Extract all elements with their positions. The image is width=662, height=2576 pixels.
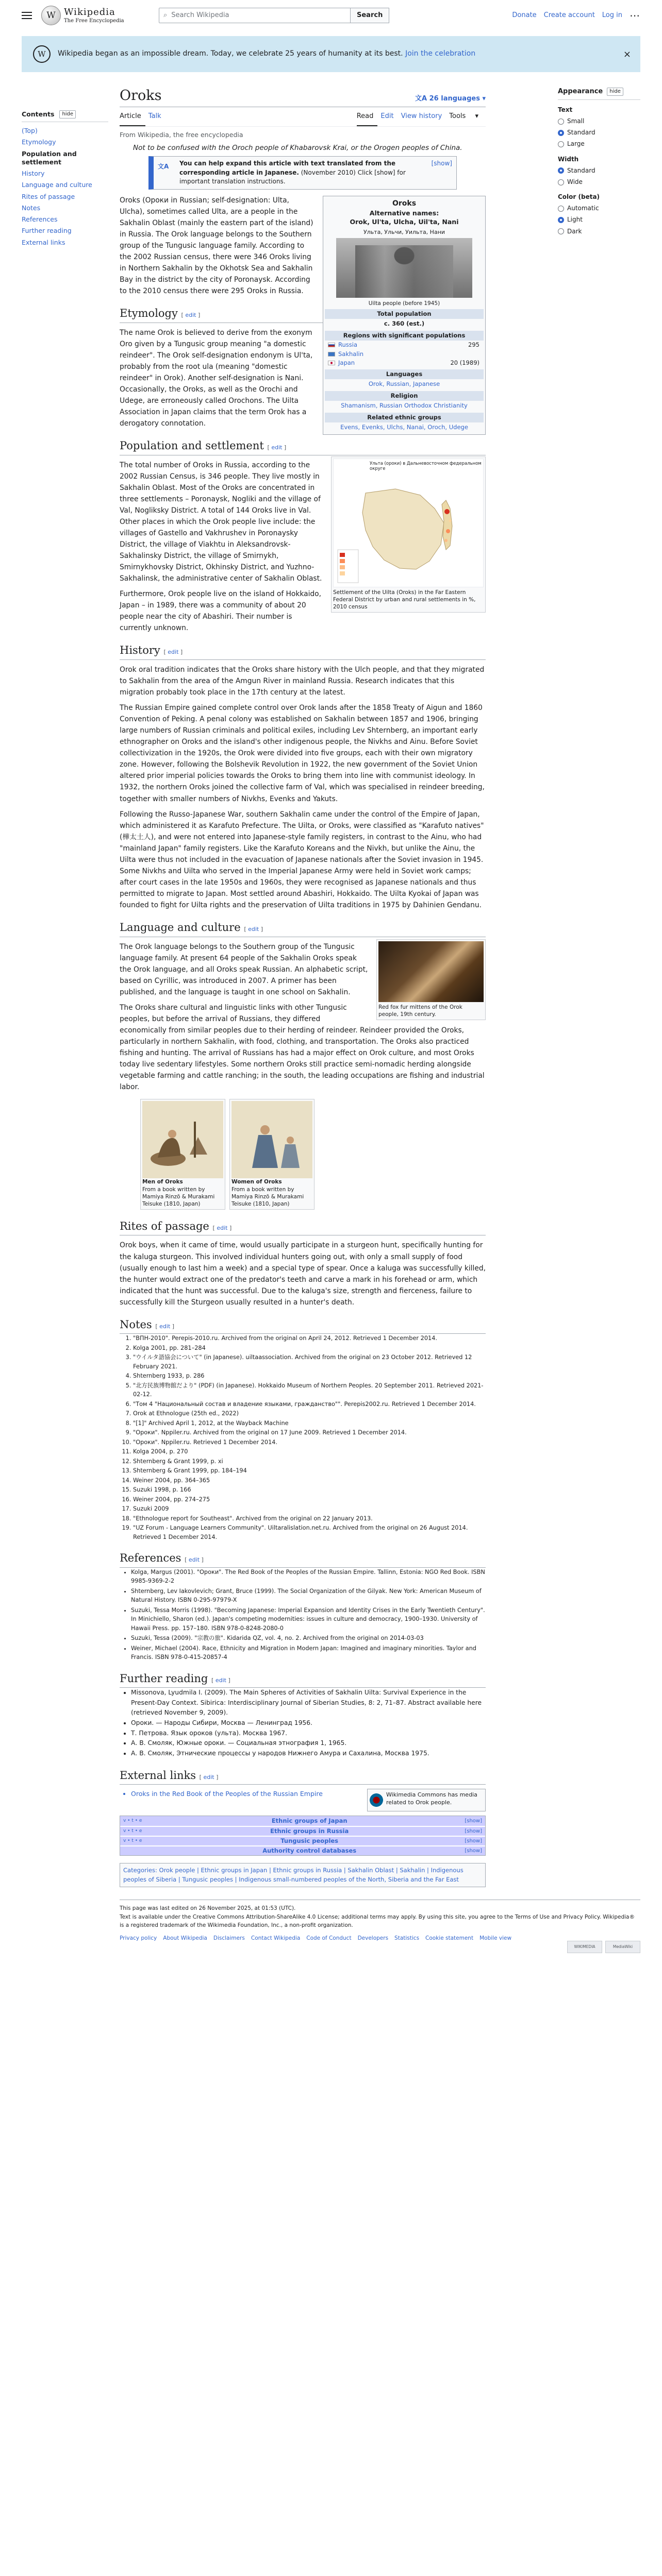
footer-links	[120, 1934, 640, 1943]
infobox-alt-label: Alternative names:	[369, 209, 439, 217]
translate-icon: 文A	[415, 95, 429, 103]
edit-link[interactable]: edit	[168, 649, 179, 656]
total-population-label: Total population	[325, 309, 484, 319]
donate-link[interactable]: Donate	[512, 11, 537, 19]
table-of-contents	[22, 87, 108, 1887]
note-item: 13. Shternberg & Grant 1999, pp. 184–194	[133, 1466, 486, 1476]
edit-link[interactable]: edit	[215, 1676, 226, 1684]
search-form	[159, 8, 389, 23]
gallery	[140, 1099, 486, 1210]
reference-item: • Suzuki, Tessa (2009). "宗教の旅". Kidarida QZ, vol. 4, no. 2. Archived from the original on 2014-03-03	[131, 1634, 486, 1643]
region-row-sakhalin: Sakhalin	[325, 350, 484, 359]
note-item: 11. Kolga 2004, p. 270	[133, 1447, 486, 1456]
banner-cta-link[interactable]: Join the celebration	[405, 49, 476, 58]
further-reading-item: • А. В. Смоляк, Южные ороки. — Социальная этнография 1, 1965.	[131, 1738, 486, 1749]
footer-link[interactable]: Disclaimers	[213, 1935, 245, 1942]
notice-date: (November 2010)	[301, 168, 356, 176]
appearance-hide-button[interactable]: hide	[607, 88, 623, 96]
population-paragraph: The total number of Oroks in Russia, according to the 2002 Russian Census, is 346 people. They live mostly in Sakhalin Oblast. Most of the Oroks are concentrated in three settlements – Poronaysk, Nogliki and the village of Val, Nogliksky District. A total of 144 Oroks live in Val. Other places in which the Orok people live include: the villages of Gastello and Vakhrushev in Poronaysky District, the village of Viakhtu in Aleksandrovsk-Sakhalinsky District, the village of Smirnykh, Smirnykhovsky District, Okhinsky District, and Yuzhno-Sakhalinsk, the administrative center of Sakhalin Oblast.	[120, 461, 322, 583]
note-item: 19. "UZ Forum - Language Learners Community". Uiltaralislation.net.ru. Archived from the original on 26 August 2014. Retrieved 1 December 2014.	[133, 1523, 486, 1541]
width-wide-radio[interactable]: Wide	[558, 177, 640, 187]
site-header	[0, 0, 662, 31]
toc-item-external[interactable]: External links	[22, 238, 65, 246]
settlement-map[interactable]	[333, 459, 484, 587]
footer-link[interactable]: Developers	[357, 1935, 389, 1942]
tagline: The Free Encyclopedia	[64, 18, 124, 24]
navbox-ethnic-russia[interactable]: v • t • e Ethnic groups in Russia [show]	[120, 1826, 485, 1836]
language-paragraph-2: The Oroks share cultural and linguistic links with other Tungusic peoples, but before the arrival of Russians, they differed economically from similar peoples due to their herding of reindeer. Reindeer provided the Oroks, particularly in northern Sakhalin, with food, clothing, and transportation. The Oroks also practiced fishing and hunting. The arrival of Russians has had a major effect on Orok culture, and most Oroks today live sedentary lifestyles. Some northern Oroks still practice semi-nomadic herding alongside vegetable farming and cattle ranching; in the south, the leading occupations are fishing and industrial labor.	[120, 1003, 485, 1092]
gallery-item	[229, 1099, 315, 1210]
search-icon: ⌕	[163, 11, 168, 19]
history-paragraph-3: Following the Russo-Japanese War, southern Sakhalin came under the control of the Empire of Japan, which administered it as Karafuto Prefecture. The Uilta, or Oroks, were classified as "Karafuto natives" (樺太土人), and were not entered into Japanese-style family registers, in contrast to the Ainu, who had "mainland Japan" family registers. Like the Karafuto Koreans and the Nivkh, but unlike the Ainu, the Uilta were thus not included in the evacuation of Japanese nationals after the Soviet invasion in 1945. Some Nivkhs and Uilta who served in the Imperial Japanese Army were held in Soviet work camps; after court cases in the late 1950s and 1960s, they were recognised as Japanese nationals and thus permitted to migrate to Japan. Most settled around Abashiri, Hokkaido. The Uilta Kyokai of Japan was founded to fight for Uilta rights and the preservation of Uilta traditions in 1975 by Dahinien Gendanu.	[120, 810, 484, 910]
search-button[interactable]: Search	[351, 8, 389, 23]
navbox-authority[interactable]: Authority control databases [show]	[120, 1845, 485, 1855]
main-menu-icon[interactable]	[22, 12, 32, 19]
commons-box	[367, 1789, 486, 1811]
further-reading-item: • Missonova, Lyudmila I. (2009). The Main Spheres of Activities of Sakhalin Uilta: Survival Experience in the Present-Day Context. Sibirica: Interdisciplinary Journal of Siberian Studies, 8: 2, 71–87. Abstract available here (retrieved November 9, 2009).	[131, 1688, 486, 1718]
wikipedia-25-icon: W	[33, 45, 51, 63]
references-list	[131, 1568, 486, 1662]
note-item: 7. Orok at Ethnologue (25th ed., 2022)	[133, 1409, 486, 1418]
text-standard-radio[interactable]: Standard	[558, 128, 640, 138]
note-item: 2. Kolga 2001, pp. 281–284	[133, 1344, 486, 1353]
map-title: Ульта (ороки) в Дальневосточном федеральном округе	[370, 461, 482, 471]
tab-view-history[interactable]: View history	[401, 112, 442, 121]
tab-talk[interactable]: Talk	[148, 112, 161, 121]
translation-notice	[148, 156, 457, 189]
note-item: 5. "北方民族博物館だより" (PDF) (in Japanese). Hokkaido Museum of Northern Peoples. 20 September 2011. Retrieved 2021-02-12.	[133, 1381, 486, 1399]
categories-box[interactable]: Categories: Orok people | Ethnic groups in Japan | Ethnic groups in Russia | Sakhalin Oblast | Sakhalin | Indigenous peoples of Siberia | Tungusic peoples | Indigenous small-numbered peoples of the North, Siberia and the Far East	[120, 1863, 486, 1887]
color-light-radio[interactable]: Light	[558, 215, 640, 225]
note-item: 6. "Том 4 "Национальный состав и владение языками, гражданство"". Perepis2002.ru. Retrieved 1 December 2014.	[133, 1400, 486, 1409]
wikimedia-commons-icon	[370, 1791, 383, 1809]
text-small-radio[interactable]: Small	[558, 116, 640, 126]
edit-link[interactable]: edit	[159, 1323, 171, 1330]
search-input[interactable]: ⌕ Search Wikipedia	[159, 8, 351, 23]
site-sub: From Wikipedia, the free encyclopedia	[120, 130, 243, 139]
edit-link[interactable]: edit	[185, 312, 196, 319]
gallery-title-men: Men of Oroks	[142, 1179, 183, 1185]
note-item: 9. "Ороки". Nppiler.ru. Archived from the original on 17 June 2009. Retrieved 1 December 2014.	[133, 1428, 486, 1437]
external-link-red-book[interactable]: • Oroks in the Red Book of the Peoples of the Russian Empire	[131, 1789, 362, 1799]
heading-references: References [ edit ]	[120, 1551, 486, 1567]
uilta-people-photo[interactable]	[336, 238, 472, 298]
related-groups-label: Related ethnic groups	[325, 413, 484, 423]
region-row-russia: Russia 295	[325, 341, 484, 350]
language-paragraph-1: The Orok language belongs to the Southern group of the Tungusic language family. At present 64 people of the Sakhalin Oroks speak the Orok language, and all Oroks speak Russian. An alphabetic script, based on Cyrillic, was introduced in 2007. A primer has been published, and the language is taught in one school on Sakhalin.	[120, 942, 368, 996]
article-content	[120, 87, 486, 1887]
intro-paragraph: Oroks (Ороки in Russian; self-designation: Ulta, Ulcha), sometimes called Ulta, are a people in the Sakhalin Oblast (mainly the eastern part of the island) in Russia. The Orok language belongs to the Southern group of the Tungusic language family. According to the 2002 Russian census, there were 346 Oroks living in Northern Sakhalin by the Okhotsk Sea and Sakhalin Bay in the district by the city of Poronaysk. According to the 2010 census there were 295 Oroks in Russia.	[120, 196, 313, 296]
footer-link[interactable]: Statistics	[394, 1935, 420, 1942]
note-item: 4. Shternberg 1933, p. 286	[133, 1371, 486, 1381]
page-title: Oroks	[120, 88, 162, 104]
note-item: 12. Shternberg & Grant 1999, p. xi	[133, 1457, 486, 1466]
wikipedia-logo[interactable]	[41, 6, 150, 25]
heading-population: Population and settlement [ edit ]	[120, 438, 486, 455]
tab-read[interactable]: Read	[357, 110, 378, 126]
russia-flag-icon	[328, 343, 335, 347]
notice-show-button[interactable]: [show]	[431, 160, 452, 167]
reference-item: • Shternberg, Lev Iakovlevich; Grant, Bruce (1999). The Social Organization of the Gilyak. New York: American Museum of Natural History. ISBN 0-295-97979-X	[131, 1587, 486, 1605]
heading-etymology: Etymology [ edit ]	[120, 306, 486, 323]
login-link[interactable]: Log in	[602, 11, 622, 19]
tools-menu[interactable]: Tools ▾	[449, 112, 478, 121]
toc-item-population[interactable]: Population and settlement	[22, 149, 77, 166]
total-population-value: c. 360 (est.)	[384, 320, 425, 328]
close-icon[interactable]: ×	[623, 49, 631, 60]
toc-item-history[interactable]: History	[22, 170, 45, 177]
fox-mittens-figure	[376, 939, 486, 1020]
note-item: 3. "ウイルタ語協会について" (in Japanese). uiltaassociation. Archived from the original on 23 October 2012. Retrieved 12 February 2021.	[133, 1353, 486, 1371]
footer-link[interactable]: Mobile view	[479, 1935, 512, 1942]
languages-label: Languages	[325, 369, 484, 380]
further-reading-item: • Т. Петрова. Язык ороков (ульта). Москва 1967.	[131, 1728, 486, 1739]
navbox-ethnic-japan[interactable]: v • t • e Ethnic groups of Japan [show]	[120, 1816, 485, 1826]
note-item: 8. "[1]" Archived April 1, 2012, at the Wayback Machine	[133, 1419, 486, 1428]
edit-link[interactable]: edit	[188, 1556, 200, 1564]
translate-icon: 文A	[158, 163, 169, 171]
gallery-caption-men: From a book written by Mamiya Rinzō & Murakami Teisuke (1810, Japan)	[142, 1186, 215, 1207]
toc-item-further[interactable]: Further reading	[22, 227, 72, 235]
navbox-tungusic[interactable]: v • t • e Tungusic peoples [show]	[120, 1836, 485, 1845]
toc-item-rites[interactable]: Rites of passage	[22, 192, 75, 200]
create-account-link[interactable]: Create account	[543, 11, 595, 19]
commons-text[interactable]: Wikimedia Commons has media related to Orok people.	[386, 1791, 477, 1806]
history-paragraph-2: The Russian Empire gained complete control over Orok lands after the 1858 Treaty of Aigun and 1860 Convention of Peking. A penal colony was established on Sakhalin between 1857 and 1906, bringing large numbers of Russian criminals and political exiles, including Lev Shternberg, an important early ethnographer on Oroks and the island's other indigenous people, the Nivkhs and Ainu. Before Soviet collectivization in the 1920s, the Orok were divided into five groups, each with their own migratory zone. However, following the Bolshevik Revolution in 1922, the new government of the Soviet Union altered prior imperial policies towards the Oroks to bring them into line with communist ideology. In 1932, the northern Oroks joined the collective farm of Val, which was specialised in reindeer breeding, together with smaller numbers of Nivkhs, Evenks and Yakuts.	[120, 704, 485, 803]
sakhalin-flag-icon	[328, 352, 335, 357]
map-caption: Settlement of the Uilta (Oroks) in the Far Eastern Federal District by urban and rural settlements in %, 2010 census	[333, 589, 476, 610]
etymology-paragraph: The name Orok is believed to derive from the exonym Oro given by a Tungusic group meaning "a domestic reindeer". The Orok self-designation endonym is Ul'ta, probably from the root ula (meaning "domestic reindeer" in Orok). Another self-designation is Nani. Occasionally, the Oroks, as well as the Orochi and Udege, are erroneously called Orochons. The Uilta Association in Japan claims that the term Orok has a derogatory connotation.	[120, 328, 313, 428]
navboxes	[120, 1816, 486, 1856]
gallery-title-women: Women of Oroks	[231, 1179, 282, 1185]
width-label: Width	[558, 155, 579, 163]
appearance-title: Appearance	[558, 88, 603, 95]
men-of-oroks-image[interactable]	[142, 1101, 223, 1178]
toc-item-etymology[interactable]: Etymology	[22, 138, 56, 146]
banner-text: Wikipedia began as an impossible dream. Today, we celebrate 25 years of humanity at its best.	[58, 49, 403, 58]
infobox-title: Oroks	[392, 199, 417, 208]
tab-edit[interactable]: Edit	[380, 112, 394, 121]
color-label: Color (beta)	[558, 193, 600, 201]
note-item: 14. Weiner 2004, pp. 364–365	[133, 1476, 486, 1485]
mediawiki-badge[interactable]: MediaWiki	[605, 1941, 640, 1953]
population-paragraph-2: Furthermore, Orok people live on the island of Hokkaido, Japan – in 1989, there was a community of about 20 people near the city of Abashiri. Their number is currently unknown.	[120, 590, 321, 633]
footer-link[interactable]: Contact Wikipedia	[251, 1935, 301, 1942]
toc-item-top[interactable]: (Top)	[22, 127, 38, 134]
license-text: Text is available under the Creative Commons Attribution-ShareAlike 4.0 License; additional terms may apply. By using this site, you agree to the Terms of Use and Privacy Policy. Wikipedia® is a registered trademark of the Wikimedia Foundation, Inc., a non-profit organization.	[120, 1913, 635, 1929]
edit-link[interactable]: edit	[203, 1773, 214, 1781]
religion-value[interactable]: Shamanism, Russian Orthodox Christianity	[341, 402, 468, 410]
text-large-radio[interactable]: Large	[558, 139, 640, 149]
toc-item-notes[interactable]: Notes	[22, 204, 41, 212]
note-item: 17. Suzuki 2009	[133, 1504, 486, 1514]
infobox	[323, 196, 486, 435]
infobox-photo-label: Ульта, Ульчи, Уильта, Нани	[363, 228, 445, 235]
religion-label: Religion	[325, 391, 484, 401]
note-item: 15. Suzuki 1998, p. 166	[133, 1485, 486, 1495]
color-dark-radio[interactable]: Dark	[558, 227, 640, 236]
toc-item-language[interactable]: Language and culture	[22, 181, 92, 189]
tab-article[interactable]: Article	[120, 110, 145, 126]
regions-label: Regions with significant populations	[325, 331, 484, 341]
settlement-map-figure	[331, 456, 486, 613]
toc-item-references[interactable]: References	[22, 215, 58, 223]
history-paragraph-1: Orok oral tradition indicates that the Oroks share history with the Ulch people, and that they migrated to Sakhalin from the area of the Amgun River in mainland Russia. Research indicates that this migration probably took place in the 17th century at the latest.	[120, 665, 485, 697]
further-reading-item: • Ороки. — Народы Сибири, Москва — Ленинград 1956.	[131, 1718, 486, 1728]
gallery-caption-women: From a book written by Mamiya Rinzō & Murakami Teisuke (1810, Japan)	[231, 1186, 304, 1207]
notice-lead: You can help expand this article with text translated from the corresponding article in Japanese.	[179, 160, 396, 176]
color-automatic-radio[interactable]: Automatic	[558, 204, 640, 213]
last-edited: This page was last edited on 26 November 2025, at 01:53 (UTC).	[120, 1905, 296, 1911]
heading-external: External links [ edit ]	[120, 1768, 486, 1785]
wikipedia-globe-icon: W	[41, 6, 61, 25]
heading-language: Language and culture [ edit ]	[120, 920, 486, 937]
width-standard-radio[interactable]: Standard	[558, 166, 640, 176]
hatnote: Not to be confused with the Oroch people of Khabarovsk Krai, or the Orogen peoples of China.	[133, 143, 462, 152]
wordmark: Wikipedia	[64, 6, 115, 18]
heading-further: Further reading [ edit ]	[120, 1671, 486, 1688]
women-of-oroks-image[interactable]	[231, 1101, 312, 1178]
related-groups-value[interactable]: Evens, Evenks, Ulchs, Nanai, Oroch, Udege	[340, 423, 468, 431]
further-reading-item: • А. В. Смоляк, Этнические процессы у народов Нижнего Амура и Сахалина, Москва 1975.	[131, 1749, 486, 1759]
japan-flag-icon	[328, 361, 335, 365]
heading-history: History [ edit ]	[120, 643, 486, 659]
footer-link[interactable]: Privacy policy	[120, 1935, 157, 1942]
text-size-label: Text	[558, 106, 573, 113]
edit-link[interactable]: edit	[217, 1225, 228, 1232]
fox-mittens-image[interactable]	[378, 941, 484, 1002]
heading-rites: Rites of passage [ edit ]	[120, 1219, 486, 1235]
user-menu-icon[interactable]: ⋯	[630, 9, 640, 22]
languages-value[interactable]: Orok, Russian, Japanese	[368, 380, 440, 388]
page-tabs	[120, 110, 486, 127]
page-footer	[0, 1900, 662, 1974]
notes-list	[133, 1334, 486, 1541]
notice-tail: Click [show] for important translation instructions.	[179, 168, 406, 185]
celebration-banner	[22, 36, 640, 72]
reference-item: • Kolga, Margus (2001). "Ороки". The Red Book of the Peoples of the Russian Empire. Tallinn, Estonia: NGO Red Book. ISBN 9985-9369-2-2	[131, 1568, 486, 1586]
wikimedia-badge[interactable]: WIKIMEDIA	[567, 1941, 602, 1953]
fox-mittens-caption: Red fox fur mittens of the Orok people, 19th century.	[378, 1004, 462, 1018]
note-item: 1. "ВПН-2010". Perepis-2010.ru. Archived from the original on April 24, 2012. Retrieved 1 December 2014.	[133, 1334, 486, 1343]
footer-link[interactable]: About Wikipedia	[163, 1935, 207, 1942]
gallery-item	[140, 1099, 225, 1210]
rites-paragraph: Orok boys, when it came of time, would usually participate in a sturgeon hunt, specifically hunting for the kaluga sturgeon. This involved individual hunters going out, with only a small supply of food (usually enough to last him a week) and a special type of spear. Once a kaluga was successfully killed, the hunter would extract one of the predator's teeth and carve a mark in his forehead or arm, which indicated that the hunt was successful. Due to the kaluga's size, strength and fierceness, failure to successfully kill the Sturgeon usually resulted in a hunter's death.	[120, 1241, 486, 1307]
toc-hide-button[interactable]: hide	[59, 110, 76, 118]
heading-notes: Notes [ edit ]	[120, 1317, 486, 1334]
edit-link[interactable]: edit	[248, 926, 259, 933]
infobox-photo-caption: Uilta people (before 1945)	[368, 300, 440, 307]
note-item: 10. "Ороки". Nppiler.ru. Retrieved 1 December 2014.	[133, 1438, 486, 1447]
note-item: 16. Weiner 2004, pp. 274–275	[133, 1495, 486, 1504]
appearance-panel	[558, 87, 640, 1887]
footer-link[interactable]: Code of Conduct	[306, 1935, 352, 1942]
region-row-japan: Japan 20 (1989)	[325, 359, 484, 368]
further-reading-list	[131, 1688, 486, 1759]
languages-button[interactable]: 文A 26 languages ▾	[415, 95, 486, 103]
note-item: 18. "Ethnologue report for Southeast". Archived from the original on 22 January 2013.	[133, 1514, 486, 1523]
infobox-alt-names: Orok, Ul'ta, Ulcha, Uil'ta, Nani	[350, 217, 459, 226]
reference-item: • Weiner, Michael (2004). Race, Ethnicity and Migration in Modern Japan: Imagined and imaginary minorities. Taylor and Francis. ISBN 978-0-415-20857-4	[131, 1644, 486, 1662]
footer-link[interactable]: Cookie statement	[425, 1935, 474, 1942]
edit-link[interactable]: edit	[271, 444, 283, 451]
reference-item: • Suzuki, Tessa Morris (1998). "Becoming Japanese: Imperial Expansion and Identity Crises in the Early Twentieth Century". In Minichiello, Sharon (ed.). Japan's competing modernities: issues in culture and democracy, 1900–1930. University of Hawaii Press. pp. 157–180. ISBN 978-0-8248-2080-0	[131, 1606, 486, 1633]
toc-title: Contents	[22, 110, 55, 118]
